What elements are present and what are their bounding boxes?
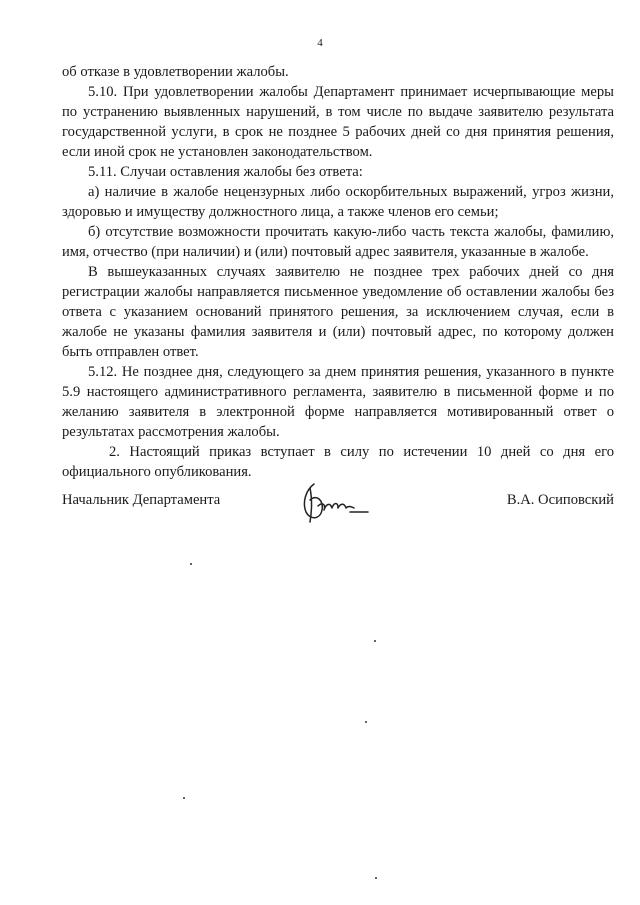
handwritten-signature <box>292 480 372 528</box>
signature-block <box>62 488 614 538</box>
signatory-name: В.А. Осиповский <box>506 492 614 508</box>
scan-speck <box>190 563 192 565</box>
paragraph-refusal-end: об отказе в удовлетворении жалобы. <box>62 64 289 80</box>
paragraph-5-11-b: б) отсутствие возможности прочитать какую-либо часть текста жалобы, фамилию, имя, отчество (при наличии) и (или) почтовый адрес заявителя, указанные в жалобе. <box>62 224 614 260</box>
page-number: 4 <box>317 37 323 49</box>
paragraph-5-11-a: а) наличие в жалобе нецензурных либо оскорбительных выражений, угроз жизни, здоровью и имуществу должностного лица, а также членов его семьи; <box>62 184 614 220</box>
scan-speck <box>365 721 367 723</box>
paragraph-5-12: 5.12. Не позднее дня, следующего за днем принятия решения, указанного в пункте 5.9 настоящего административного регламента, заявителю в письменной форме и по желанию заявителя в электронной форме направляется мотивированный ответ о результатах рассмотрения жалобы. <box>62 364 614 440</box>
scan-speck <box>375 877 377 879</box>
paragraph-5-11: 5.11. Случаи оставления жалобы без ответа: <box>88 164 363 180</box>
paragraph-5-10: 5.10. При удовлетворении жалобы Департамент принимает исчерпывающие меры по устранению выявленных нарушений, в том числе по выдаче заявителю результата государственной услуги, в срок не позднее 5 рабочих дней со дня принятия решения, если иной срок не установлен законодательством. <box>62 84 614 160</box>
scan-speck <box>183 797 185 799</box>
scan-speck <box>374 640 376 642</box>
signatory-position: Начальник Департамента <box>62 492 221 508</box>
paragraph-2-effective-date: 2. Настоящий приказ вступает в силу по истечении 10 дней со дня его официального опубликования. <box>62 444 614 480</box>
document-body <box>62 62 614 482</box>
paragraph-notification: В вышеуказанных случаях заявителю не позднее трех рабочих дней со дня регистрации жалобы направляется письменное уведомление об оставлении жалобы без ответа с указанием оснований принятого решения, за исключением случая, если в жалобе не указаны фамилия заявителя и (или) почтовый адрес, по которому должен быть отправлен ответ. <box>62 264 614 360</box>
